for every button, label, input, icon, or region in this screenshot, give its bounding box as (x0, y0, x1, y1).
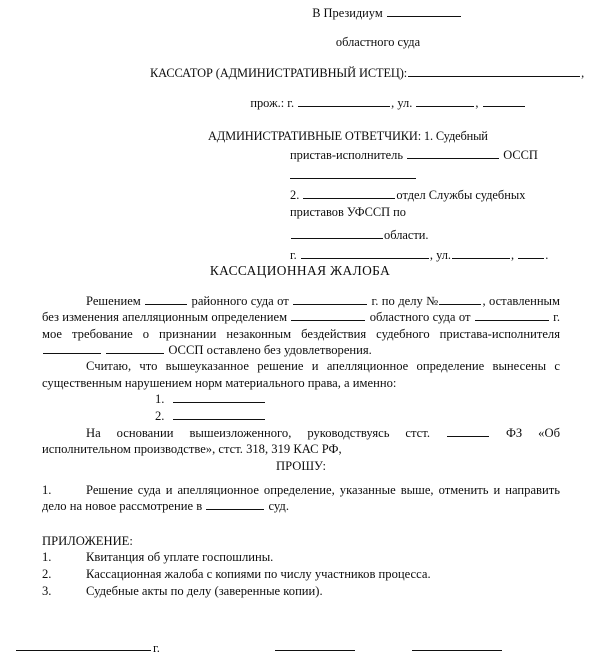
blank-kassator-name[interactable] (408, 66, 580, 77)
blank-bailiff-dept-2[interactable] (106, 343, 164, 354)
kassator-comma: , (581, 66, 585, 81)
blank-prozh-city[interactable] (298, 96, 390, 107)
text-po-delu: г. по делу № (371, 294, 439, 308)
label-prozh-comma: , (475, 96, 479, 111)
addressee-header-block (150, 6, 585, 264)
label-prozh-ul: , ул. (391, 96, 413, 111)
appendix-item-2-text: Кассационная жалоба с копиями по числу участников процесса. (86, 566, 431, 581)
blank-prozh-street[interactable] (416, 96, 474, 107)
text-schitayu: Считаю, что вышеуказанное решение и апелляционное определение вынесены с существенным нарушением норм материального права, а именно: (42, 359, 560, 390)
text-fz-ob-ispolnitelnom: ФЗ «Об исполнительном производстве», стст. 318, 319 КАС РФ, (42, 425, 560, 457)
header-line-respondent-address (150, 248, 562, 264)
header-line-kassator (150, 66, 585, 82)
appendix-item-3 (42, 583, 560, 600)
header-line-prezidium (150, 6, 562, 22)
prosyu-item-1-text-end: суд. (268, 499, 289, 514)
label-dept-text: отдел Службы судебных (396, 187, 526, 202)
appendix-item-2-number: 2. (42, 566, 52, 581)
label-pristav: пристав-исполнитель (290, 148, 403, 162)
blank-remand-court[interactable] (206, 499, 264, 510)
header-line-department-2 (150, 205, 562, 221)
text-rayonnogo-suda-ot: районного суда от (191, 294, 289, 308)
blank-respondent-street[interactable] (452, 248, 510, 259)
signature-year-label: г. (153, 641, 160, 655)
header-line-otvetchiki (150, 129, 562, 145)
appendix-item-3-number: 3. (42, 583, 52, 598)
blank-respondent-house[interactable] (518, 248, 544, 259)
blank-bailiff-dept-1[interactable] (43, 343, 101, 354)
violation-item-1-number: 1. (155, 392, 165, 407)
violation-item-2 (42, 408, 560, 425)
blank-prezidium-court[interactable] (387, 6, 461, 17)
label-dept-text2: приставов УФССП по (290, 204, 406, 219)
blank-department-name[interactable] (303, 188, 395, 199)
appendix-item-3-text: Судебные акты по делу (заверенные копии). (86, 583, 323, 598)
prosyu-heading: ПРОШУ: (276, 458, 326, 473)
signature-line[interactable] (275, 649, 355, 651)
appendix-item-2 (42, 566, 560, 583)
header-line-oblastnogo-suda (150, 35, 562, 51)
label-dept-num: 2. (290, 187, 300, 202)
blank-appeal-date[interactable] (475, 310, 549, 321)
violation-item-2-number: 2. (155, 409, 165, 424)
header-line-oblast (150, 228, 562, 244)
label-gorod-ul: , ул. (429, 247, 452, 262)
paragraph-legal-basis (42, 425, 560, 458)
blank-violation-2[interactable] (173, 409, 265, 420)
paragraph-decision-summary (42, 293, 560, 358)
text-reshenie: Решением (86, 294, 141, 308)
label-gorod: г. (290, 247, 297, 262)
blank-statute-articles[interactable] (447, 426, 489, 437)
paragraph-violation-intro (42, 358, 560, 391)
prosyu-item-1 (42, 482, 560, 515)
violation-item-1 (42, 391, 560, 408)
text-ostavlennym: , оставленным без изменения апелляционным определением (42, 294, 560, 325)
solid-rule-respondent1 (290, 177, 416, 179)
blank-violation-1[interactable] (173, 392, 265, 403)
appendix-item-1-number: 1. (42, 550, 52, 565)
blank-prozh-house[interactable] (483, 96, 525, 107)
signature-name-line[interactable] (412, 649, 502, 651)
label-oblast: области. (384, 227, 429, 242)
document-title: КАССАЦИОННАЯ ЖАЛОБА (209, 263, 391, 278)
document-body (42, 293, 560, 600)
label-gorod-comma: , (511, 247, 515, 262)
label-prozh: прож.: г. (250, 96, 295, 111)
text-oblastnogo-suda-ot: областного суда от (369, 310, 471, 325)
label-oblastnogo-suda: областного суда (335, 35, 421, 50)
blank-appeal-court[interactable] (291, 310, 365, 321)
text-moe-trebovanie: г. мое требование о признании незаконным бездействия судебного пристава-исполнителя (42, 310, 561, 341)
prosyu-item-1-text: Решение суда и апелляционное определение, указанные выше, отменить и направить дело на новое рассмотрение в (42, 482, 560, 514)
label-gorod-end: . (545, 247, 549, 262)
label-kassator: КАССАТОР (АДМИНИСТРАТИВНЫЙ ИСТЕЦ): (150, 66, 408, 81)
header-rule-respondent1 (150, 170, 562, 186)
prosyu-item-1-number: 1. (42, 482, 52, 497)
signature-row (0, 636, 600, 656)
blank-pristav-name[interactable] (407, 148, 499, 159)
text-na-osnovanii: На основании вышеизложенного, руководствуясь стст. (86, 425, 430, 440)
header-line-pristav (150, 148, 562, 164)
appendix-item-1 (42, 549, 560, 566)
appendix-heading: ПРИЛОЖЕНИЕ: (42, 533, 133, 548)
appendix-item-1-text: Квитанция об уплате госпошлины. (86, 550, 274, 565)
blank-case-number[interactable] (439, 294, 481, 305)
header-line-department (150, 188, 558, 204)
text-ossp-bez-udovletvoreniya: ОССП оставлено без удовлетворения. (168, 343, 372, 358)
label-prezidium: В Президиум (312, 6, 383, 21)
blank-decision-date[interactable] (293, 294, 367, 305)
header-line-prozhivanie (150, 96, 562, 112)
signature-date-line[interactable] (16, 649, 151, 651)
blank-respondent-city[interactable] (301, 248, 429, 259)
label-ossp-1: ОССП (503, 148, 538, 162)
blank-district-court[interactable] (145, 294, 187, 305)
blank-oblast-name[interactable] (291, 228, 383, 239)
label-otvetchiki: АДМИНИСТРАТИВНЫЕ ОТВЕТЧИКИ: 1. Судебный (208, 128, 488, 143)
